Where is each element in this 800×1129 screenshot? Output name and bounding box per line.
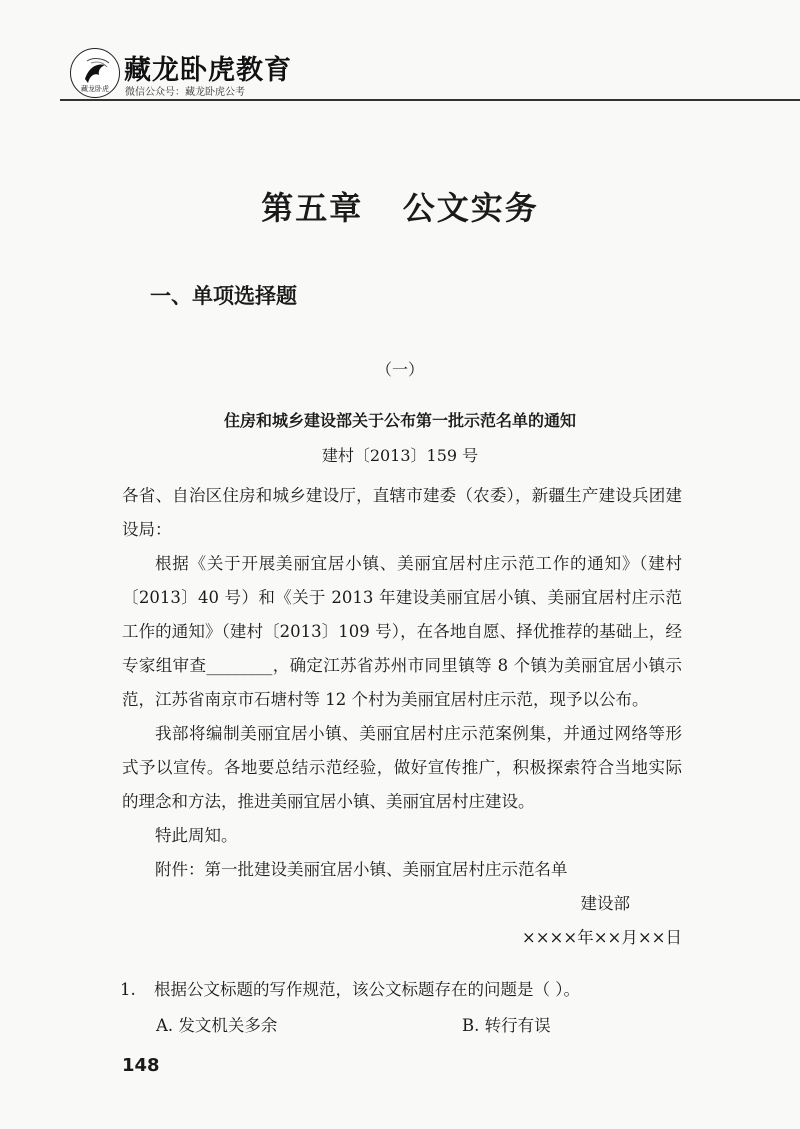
brand-name: 藏龙卧虎教育 <box>124 55 292 86</box>
signer: 建设部 <box>580 894 630 913</box>
question-text: 根据公文标题的写作规范，该公文标题存在的问题是（ ）。 <box>154 980 580 999</box>
section-title: 一、单项选择题 <box>150 284 297 308</box>
document-body <box>122 479 682 955</box>
page-number: 148 <box>122 1055 160 1076</box>
closing-line: 特此周知。 <box>155 826 238 845</box>
page-header <box>0 0 800 102</box>
brand-subtitle: 微信公众号：藏龙卧虎公考 <box>125 87 245 98</box>
paragraph-2: 我部将编制美丽宜居小镇、美丽宜居村庄示范案例集，并通过网络等形式予以宣传。各地要总结示范经验，做好宣传推广，积极探索符合当地实际的理念和方法，推进美丽宜居小镇、美丽宜居村庄建设。 <box>122 724 682 811</box>
issue-date: ××××年××月××日 <box>521 928 682 947</box>
logo-caption: 藏龙卧虎 <box>81 85 109 93</box>
document-title: 住房和城乡建设部关于公布第一批示范名单的通知 <box>223 411 576 430</box>
brand-logo <box>70 48 120 98</box>
chapter-title: 第五章 公文实务 <box>261 189 539 227</box>
document-number: 建村〔2013〕159 号 <box>321 446 479 465</box>
paragraph-1: 根据《关于开展美丽宜居小镇、美丽宜居村庄示范工作的通知》（建村〔2013〕40 号）和《关于 2013 年建设美丽宜居小镇、美丽宜居村庄示范工作的通知》（建村〔2013〕109 号），在各地自愿、择优推荐的基础上，经专家组审查________，确定江苏省苏州市同里镇等 8 个镇为美丽宜居小镇示范，江苏省南京市石塘村等 12 个村为美丽宜居村庄示范，现予以公布。 <box>122 554 682 709</box>
attachment-line: 附件：第一批建设美丽宜居小镇、美丽宜居村庄示范名单 <box>155 860 568 879</box>
header-divider <box>60 99 800 101</box>
sub-number: （一） <box>375 360 424 379</box>
question-1 <box>120 973 700 1007</box>
option-b[interactable]: B. 转行有误 <box>462 1016 551 1035</box>
question-number: 1. <box>120 980 136 999</box>
option-a[interactable]: A. 发文机关多余 <box>156 1016 278 1035</box>
recipients: 各省、自治区住房和城乡建设厅，直辖市建委（农委），新疆生产建设兵团建设局： <box>122 486 682 539</box>
